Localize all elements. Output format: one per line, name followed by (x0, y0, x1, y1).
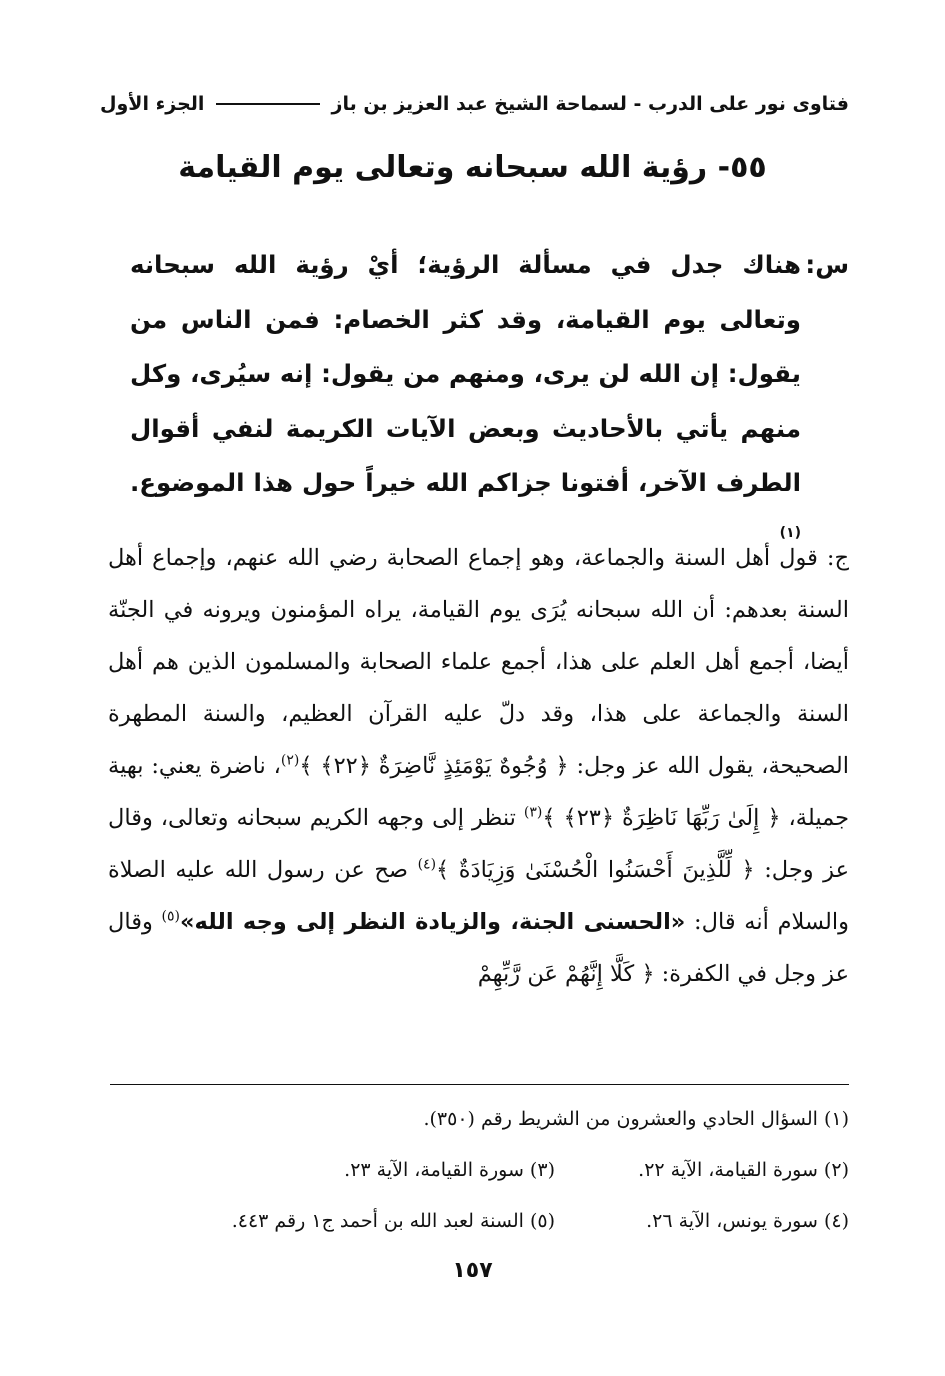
quran-verse-3: ﴿ لِّلَّذِينَ أَحْسَنُوا الْحُسْنَىٰ وَزِيَادَةٌ ﴾ (436, 857, 755, 883)
footnote-ref-4: (٤) (417, 856, 437, 873)
header-rule (216, 103, 319, 105)
footnote-4: (٤) سورة يونس، الآية ٢٦. (646, 1210, 849, 1232)
answer-text-5: وقال عز وجل في الكفرة: (108, 909, 849, 987)
footnote-2: (٢) سورة القيامة، الآية ٢٢. (638, 1159, 849, 1181)
quran-verse-1: ﴿ وُجُوهٌ يَوْمَئِذٍ نَّاضِرَةٌ ﴿٢٢﴾ ﴾ (299, 753, 569, 779)
hadith-quote: «الحسنى الجنة، والزيادة النظر إلى وجه الله» (180, 909, 686, 935)
footnote-row (96, 1196, 849, 1247)
footnote-row (96, 1094, 849, 1145)
quran-verse-2: ﴿ إِلَىٰ رَبِّهَا نَاظِرَةٌ ﴿٢٣﴾ ﴾ (542, 805, 781, 831)
question-text-wrap (130, 238, 849, 565)
footnotes (96, 1094, 849, 1247)
footnote-ref-5: (٥) (161, 908, 181, 925)
footnote-ref-2: (٢) (280, 752, 300, 769)
header-volume: الجزء الأول (100, 93, 205, 115)
page-number: ١٥٧ (452, 1258, 493, 1283)
header-book-title: فتاوى نور على الدرب - لسماحة الشيخ عبد العزيز بن باز (331, 93, 849, 115)
quran-verse-4: ﴿ كَلَّا إِنَّهُمْ عَن رَّبِّهِمْ (477, 961, 655, 987)
footnote-3: (٣) سورة القيامة، الآية ٢٣. (344, 1159, 555, 1181)
footnote-ref-1: (١) (779, 524, 801, 541)
answer-text-2: ، ناضرة يعني: بهية جميلة، (108, 753, 850, 831)
question-block (130, 238, 849, 565)
footnote-ref-3: (٣) (523, 804, 543, 821)
answer-text-1: ج: قول أهل السنة والجماعة، وهو إجماع الصحابة رضي الله عنهم، وإجماع أهل السنة بعدهم: أن الله سبحانه يُرَى يوم القيامة، يراه المؤمنون ويرونه في الجنّة أيضا، أجمع أهل العلم على هذا، أجمع علماء الصحابة والمسلمون الذين هم أهل السنة والجماعة على هذا، وقد دلّ عليه القرآن العظيم، والسنة المطهرة الصحيحة، يقول الله عز وجل: (108, 545, 850, 779)
fatwa-title: ٥٥- رؤية الله سبحانه وتعالى يوم القيامة (178, 150, 767, 185)
footnote-5: (٥) السنة لعبد الله بن أحمد ج١ رقم ٤٤٣. (231, 1210, 555, 1232)
footnote-1: (١) السؤال الحادي والعشرون من الشريط رقم (٣٥٠). (423, 1108, 849, 1130)
answer-text-4: صح عن رسول الله عليه الصلاة والسلام أنه قال: (108, 857, 849, 935)
question-label: س: (805, 250, 849, 279)
answer-text-3: تنظر إلى وجهه الكريم سبحانه وتعالى، وقال عز وجل: (108, 805, 850, 883)
question-text: هناك جدل في مسألة الرؤية؛ أيْ رؤية الله سبحانه وتعالى يوم القيامة، وقد كثر الخصام: فمن الناس من يقول: إن الله لن يرى، ومنهم من يقول: إنه سيُرى، وكل منهم يأتي بالأحاديث وبعض الآيات الكريمة لنفي أقوال الطرف الآخر، أفتونا جزاكم الله خيراً حول هذا الموضوع. (130, 250, 801, 497)
running-header (100, 86, 849, 122)
footnote-separator (110, 1084, 849, 1085)
footnote-row (96, 1145, 849, 1196)
answer-block (108, 532, 849, 1000)
